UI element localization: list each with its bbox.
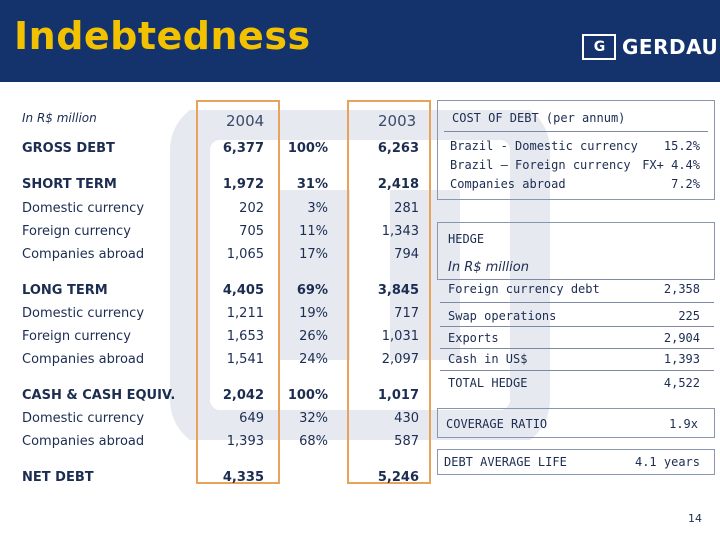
cost-row-label: Brazil - Domestic currency — [450, 139, 638, 153]
page-number: 14 — [688, 512, 702, 525]
debt-row-2003-value: 6,263 — [377, 141, 419, 156]
cost-row-value: 7.2% — [671, 177, 700, 191]
debt-row-2003-value: 717 — [394, 306, 419, 321]
hedge-row-label: Cash in US$ — [448, 352, 528, 366]
hedge-units-divider — [440, 279, 714, 280]
debt-row-percent: 3% — [307, 201, 328, 216]
debt-row-percent: 32% — [299, 411, 328, 426]
debt-row-2004-value: 4,405 — [222, 283, 264, 298]
debt-row-2004-value: 1,211 — [226, 306, 264, 321]
hedge-row-label: Exports — [448, 331, 499, 345]
coverage-ratio-value: 1.9x — [669, 417, 698, 431]
debt-row-percent: 31% — [296, 177, 328, 192]
cost-row-label: Brazil – Foreign currency — [450, 158, 631, 172]
cost-row-value: 15.2% — [663, 139, 700, 153]
coverage-ratio-label: COVERAGE RATIO — [446, 417, 548, 431]
debt-row-2003-value: 587 — [394, 434, 419, 449]
debt-row-2003-value: 2,418 — [377, 177, 419, 192]
hedge-row-divider — [440, 370, 714, 371]
debt-row-percent: 100% — [287, 141, 328, 156]
debt-row-label: Companies abroad — [22, 434, 145, 449]
debt-row-label: Companies abroad — [22, 247, 145, 262]
total-hedge-label: TOTAL HEDGE — [448, 376, 528, 390]
year-2004-header: 2004 — [226, 112, 265, 130]
debt-row-2003-value: 281 — [394, 201, 419, 216]
cost-row-label: Companies abroad — [450, 177, 566, 191]
cost-of-debt-divider — [444, 131, 708, 132]
gerdau-logo-mark: G — [582, 34, 616, 60]
debt-row-2003-value: 5,246 — [377, 470, 419, 485]
debt-row-2003-value: 1,031 — [381, 329, 419, 344]
debt-row-2004-value: 1,065 — [226, 247, 264, 262]
debt-row-percent: 19% — [299, 306, 328, 321]
header-bar — [0, 0, 720, 82]
debt-row-2003-value: 794 — [394, 247, 419, 262]
hedge-row-label: Foreign currency debt — [448, 282, 600, 296]
cost-of-debt-heading: COST OF DEBT (per annum) — [452, 111, 626, 125]
debt-average-life-label: DEBT AVERAGE LIFE — [444, 455, 567, 469]
debt-row-2004-value: 4,335 — [222, 470, 264, 485]
hedge-row-divider — [440, 302, 714, 303]
debt-row-2003-value: 1,017 — [377, 388, 419, 403]
debt-row-label: LONG TERM — [22, 283, 108, 298]
debt-row-label: Domestic currency — [22, 201, 145, 216]
debt-row-label: Foreign currency — [22, 224, 131, 239]
debt-row-label: Companies abroad — [22, 352, 145, 367]
debt-row-2003-value: 2,097 — [381, 352, 419, 367]
debt-row-2004-value: 649 — [239, 411, 264, 426]
debt-row-2004-value: 202 — [239, 201, 264, 216]
debt-row-percent: 100% — [287, 388, 328, 403]
total-hedge-value: 4,522 — [663, 376, 700, 390]
cost-row-value: FX+ 4.4% — [642, 158, 700, 172]
gerdau-logo-name: GERDAU — [622, 35, 719, 59]
debt-row-2004-value: 2,042 — [222, 388, 264, 403]
debt-row-label: NET DEBT — [22, 470, 94, 485]
debt-row-label: CASH & CASH EQUIV. — [22, 388, 176, 403]
debt-row-label: GROSS DEBT — [22, 141, 115, 156]
hedge-row-value: 2,358 — [663, 282, 700, 296]
debt-row-2004-value: 1,653 — [226, 329, 264, 344]
debt-row-percent: 68% — [299, 434, 328, 449]
debt-row-label: Foreign currency — [22, 329, 131, 344]
debt-row-label: SHORT TERM — [22, 177, 117, 192]
debt-row-label: Domestic currency — [22, 306, 145, 321]
debt-row-2003-value: 1,343 — [381, 224, 419, 239]
debt-row-2004-value: 6,377 — [222, 141, 264, 156]
debt-row-2004-value: 1,541 — [226, 352, 264, 367]
debt-row-percent: 69% — [296, 283, 328, 298]
debt-row-2004-value: 705 — [239, 224, 264, 239]
hedge-row-divider — [440, 326, 714, 327]
hedge-row-value: 2,904 — [663, 331, 700, 345]
debt-row-percent: 17% — [299, 247, 328, 262]
debt-row-percent: 26% — [299, 329, 328, 344]
debt-row-2004-value: 1,393 — [226, 434, 264, 449]
debt-average-life-value: 4.1 years — [634, 455, 700, 469]
year-2003-header: 2003 — [378, 112, 417, 130]
gerdau-logo — [582, 34, 719, 64]
page-title: Indebtedness — [14, 14, 311, 58]
debt-row-2003-value: 430 — [394, 411, 419, 426]
debt-row-percent: 11% — [299, 224, 328, 239]
hedge-heading: HEDGE — [448, 232, 485, 246]
debt-row-label: Domestic currency — [22, 411, 145, 426]
hedge-units-label: In R$ million — [448, 260, 529, 275]
units-label: In R$ million — [22, 111, 97, 125]
debt-row-2003-value: 3,845 — [377, 283, 419, 298]
hedge-row-divider — [440, 348, 714, 349]
debt-row-percent: 24% — [299, 352, 328, 367]
hedge-row-label: Swap operations — [448, 309, 557, 323]
hedge-row-value: 1,393 — [663, 352, 700, 366]
hedge-row-value: 225 — [678, 309, 700, 323]
debt-row-2004-value: 1,972 — [222, 177, 264, 192]
